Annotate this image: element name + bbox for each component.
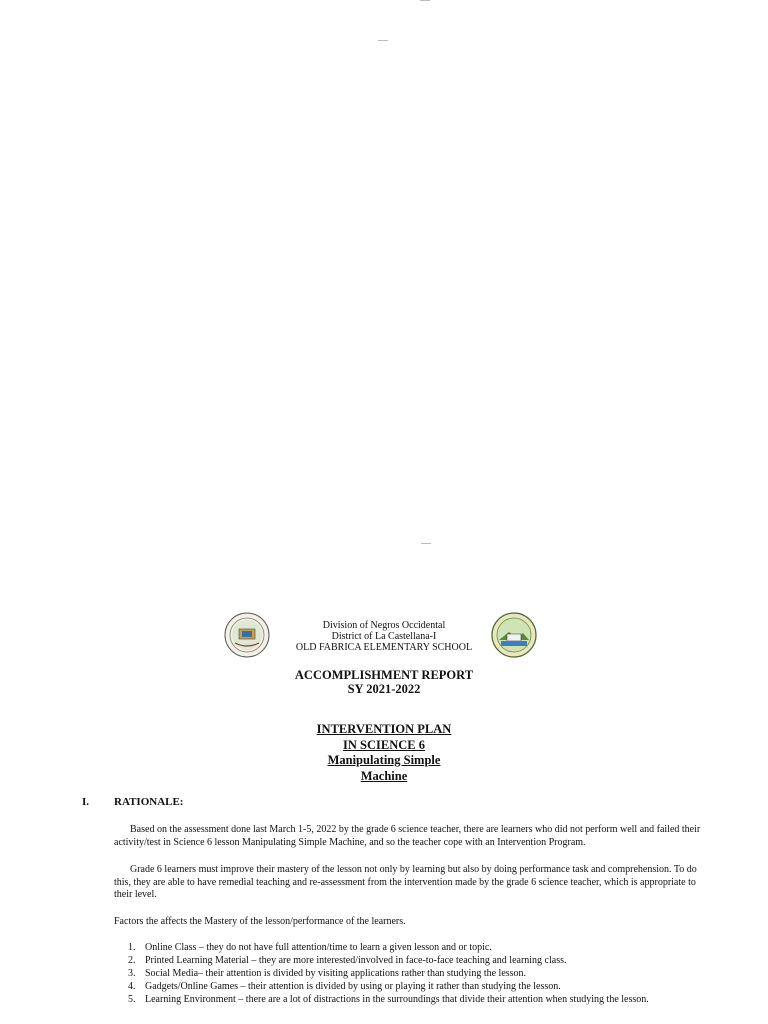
section-heading: RATIONALE: <box>114 796 184 808</box>
factors-intro: Factors the affects the Mastery of the lesson/performance of the learners. <box>114 916 406 927</box>
plan-line-4: Machine <box>360 768 408 783</box>
school-name: OLD FABRICA ELEMENTARY SCHOOL <box>295 642 473 653</box>
plan-line-2: IN SCIENCE 6 <box>343 737 425 752</box>
list-item: 4. Gadgets/Online Games – their attention is divided by using or playing it rather than studying the lesson. <box>128 981 561 992</box>
report-title-text: ACCOMPLISHMENT REPORT <box>294 668 474 682</box>
section-number: I. <box>82 796 90 808</box>
list-item: 2. Printed Learning Material – they are more interested/involved in face-to-face teaching and learning class. <box>128 955 567 966</box>
list-item: 1. Online Class – they do not have full attention/time to learn a given lesson and or topic. <box>128 942 492 953</box>
page-mark-top <box>420 0 430 1</box>
district-text: District of La Castellana-I <box>331 631 437 642</box>
plan-line-3: Manipulating Simple <box>327 753 441 767</box>
plan-line-1: INTERVENTION PLAN <box>316 722 452 736</box>
letterhead <box>0 620 768 653</box>
page-mark-upper <box>378 40 388 41</box>
division-text: Division of Negros Occidental <box>322 620 446 631</box>
rationale-paragraph-1: Based on the assessment done last March 1-5, 2022 by the grade 6 science teacher, there are learners who did not perform well and failed their activity/test in Science 6 lesson Manipulating Simple Machine, and so the teacher cope with an Intervention Program. <box>114 824 701 848</box>
report-title <box>0 668 768 696</box>
factors-list <box>114 941 649 1006</box>
rationale-paragraph-2: Grade 6 learners must improve their mastery of the lesson not only by learning but also by doing performance task and comprehension. To do this, they are able to have remedial teaching and re-assessment from the intervention made by the grade 6 science teacher, which is appropriate to their level. <box>114 864 697 900</box>
list-item: 5. Learning Environment – there are a lot of distractions in the surroundings that divide their attention when studying the lesson. <box>128 994 649 1005</box>
page-mark-lower <box>421 543 431 544</box>
plan-title <box>0 722 768 784</box>
list-item: 3. Social Media– their attention is divided by visiting applications rather than studying the lesson. <box>128 968 527 979</box>
school-year-text: SY 2021-2022 <box>347 682 421 696</box>
